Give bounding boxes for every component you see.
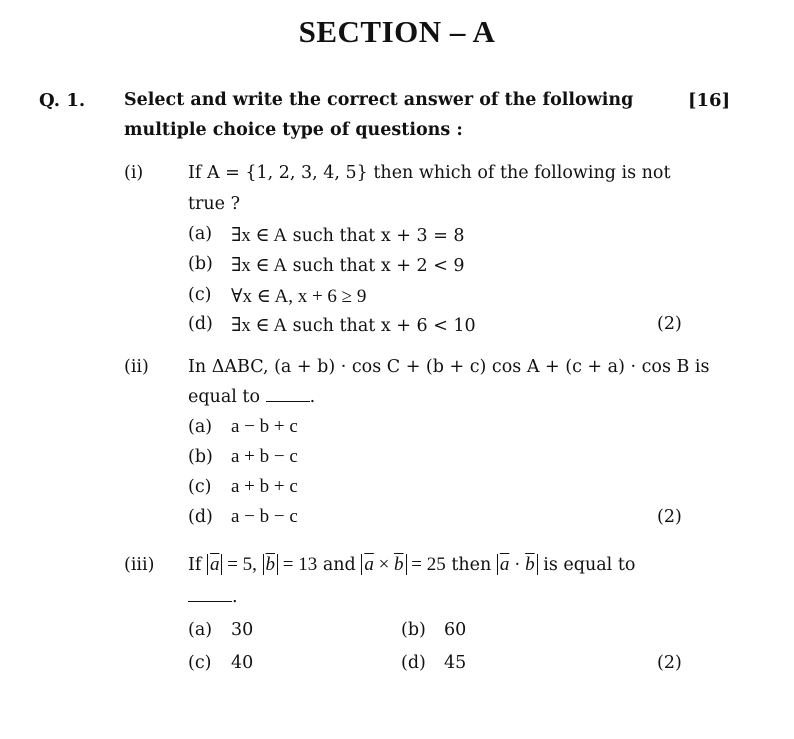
subq-3-blank: .	[188, 587, 238, 607]
subq-2-option-b-label: (b)	[188, 447, 213, 467]
subq-2-option-b: a + b − c	[231, 446, 298, 467]
subq-3-option-d-label: (d)	[401, 653, 426, 673]
subq-2-marks: (2)	[657, 507, 682, 527]
subq-2-stem-line-1: In ΔABC, (a + b) · cos C + (b + c) cos A + (c + a) · cos B is	[188, 357, 710, 377]
subq-3-option-b: 60	[444, 620, 467, 640]
subq-1-option-b-label: (b)	[188, 254, 213, 274]
subq-3-label: (iii)	[124, 555, 155, 575]
subq-2-option-c-label: (c)	[188, 477, 212, 497]
subq-3-option-a-label: (a)	[188, 620, 213, 640]
subq-1-option-d-label: (d)	[188, 314, 213, 334]
instruction-line-2: multiple choice type of questions :	[124, 120, 463, 140]
subq-2-option-a-label: (a)	[188, 417, 213, 437]
subq-3-option-c: 40	[231, 653, 254, 673]
section-title: SECTION – A	[298, 14, 496, 49]
subq-1-option-c-label: (c)	[188, 285, 212, 305]
subq-2-stem-line-2: equal to .	[188, 387, 316, 407]
subq-2-label: (ii)	[124, 357, 149, 377]
subq-2-option-a: a − b + c	[231, 416, 298, 437]
subq-3-marks: (2)	[657, 653, 682, 673]
subq-1-option-c: ∀x ∈ A, x + 6 ≥ 9	[231, 286, 367, 307]
subq-1-label: (i)	[124, 163, 144, 183]
subq-3-option-b-label: (b)	[401, 620, 426, 640]
subq-1-marks: (2)	[657, 314, 682, 334]
instruction-line-1: Select and write the correct answer of the following	[124, 90, 634, 110]
subq-3-option-d: 45	[444, 653, 467, 673]
subq-3-option-a: 30	[231, 620, 254, 640]
subq-3-stem: If $\overline{a} = 5$, $\overline{b} = 13$ and $\overline{a} \times \overline{b} = 25$ then $\overline{a} \cdot \overline{b}$ is equal to	[188, 554, 636, 575]
total-marks: [16]	[688, 90, 731, 111]
answer-blank	[266, 387, 310, 402]
subq-2-option-d: a − b − c	[231, 506, 298, 527]
question-number: Q. 1.	[39, 90, 86, 111]
subq-1-stem-line-2: true ?	[188, 194, 240, 214]
subq-1-option-b: ∃x ∈ A such that x + 2 < 9	[231, 255, 465, 276]
subq-1-option-a-label: (a)	[188, 224, 213, 244]
answer-blank	[188, 587, 232, 602]
subq-1-option-a: ∃x ∈ A such that x + 3 = 8	[231, 225, 465, 246]
subq-1-stem-line-1: If A = {1, 2, 3, 4, 5} then which of the following is not	[188, 163, 671, 183]
subq-1-option-d: ∃x ∈ A such that x + 6 < 10	[231, 315, 476, 336]
subq-2-option-d-label: (d)	[188, 507, 213, 527]
subq-2-option-c: a + b + c	[231, 476, 298, 497]
subq-3-option-c-label: (c)	[188, 653, 212, 673]
